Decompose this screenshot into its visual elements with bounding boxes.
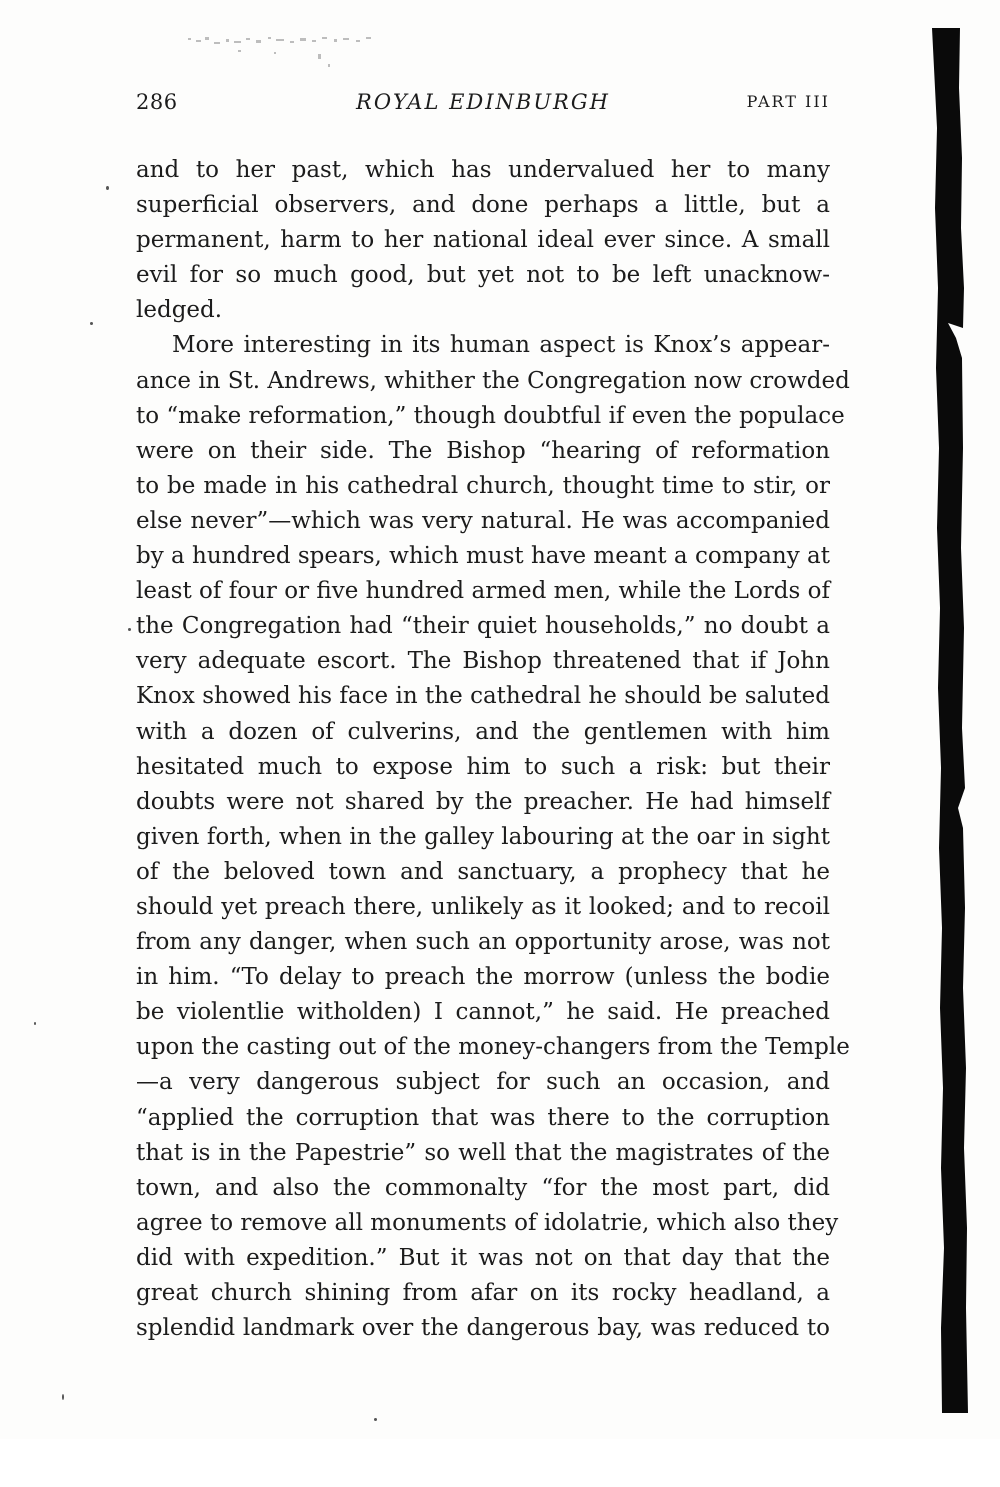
text-line: in him. “To delay to preach the morrow (unless the bodie [136, 964, 830, 991]
text-line: great church shining from afar on its rocky headland, a [136, 1280, 830, 1306]
text-line: very adequate escort. The Bishop threatened that if John [136, 648, 830, 675]
text-line: “applied the corruption that was there to the corruption [136, 1104, 830, 1131]
running-head [136, 90, 830, 124]
scan-speck [128, 628, 131, 631]
text-line: —a very dangerous subject for such an occasion, and [136, 1069, 830, 1096]
body-text [136, 153, 850, 1487]
text-line: given forth, when in the galley labouring at the oar in sight [136, 823, 830, 850]
text-line: with a dozen of culverins, and the gentlemen with him [136, 718, 830, 745]
text-line: else never”—which was very natural. He was accompanied [136, 507, 830, 534]
text-line: splendid landmark over the dangerous bay, was reduced to [136, 1315, 830, 1342]
text-line: should yet preach there, unlikely as it looked; and to recoil [136, 893, 830, 920]
text-line: More interesting in its human aspect is Knox’s appear- [172, 332, 830, 359]
text-line: doubts were not shared by the preacher. He had himself [136, 788, 830, 815]
text-line: Knox showed his face in the cathedral he should be saluted [136, 683, 830, 710]
text-line [136, 1381, 830, 1416]
text-line: superficial observers, and done perhaps a little, but a [136, 192, 830, 219]
part-label: PART III [746, 92, 830, 111]
page-number: 286 [136, 90, 178, 114]
text-line: by a hundred spears, which must have meant a company at [136, 543, 830, 570]
scan-speck [106, 186, 109, 190]
text-line: to “make reformation,” though doubtful if even the populace [136, 402, 845, 429]
scan-speck [90, 322, 93, 325]
text-line: hesitated much to expose him to such a risk: but their [136, 753, 830, 780]
text-line: were on their side. The Bishop “hearing of reformation [136, 437, 830, 464]
scan-smudge [178, 28, 388, 80]
text-line: of the beloved town and sanctuary, a prophecy that he [136, 858, 830, 885]
text-line [136, 1451, 830, 1486]
text-line: agree to remove all monuments of idolatrie, which also they [136, 1209, 839, 1236]
text-line: and to her past, which has undervalued her to many [136, 157, 830, 183]
text-line: did with expedition.” But it was not on that day that the [136, 1244, 830, 1271]
scan-binding-edge [928, 28, 982, 1413]
text-line: town, and also the commonalty “for the most part, did [136, 1174, 830, 1201]
text-line: be violentlie witholden) I cannot,” he said. He preached [136, 999, 830, 1026]
text-line: from any danger, when such an opportunity arose, was not [136, 929, 830, 956]
scan-speck [34, 1022, 36, 1025]
text-line: permanent, harm to her national ideal ever since. A small [136, 227, 830, 254]
text-line: upon the casting out of the money-changers from the Temple [136, 1034, 850, 1061]
text-line: ance in St. Andrews, whither the Congregation now crowded [136, 367, 850, 394]
paragraph [136, 153, 830, 328]
text-line: to be made in his cathedral church, thought time to stir, or [136, 472, 830, 499]
text-line [136, 1416, 830, 1451]
text-line [136, 1346, 830, 1381]
text-line: that is in the Papestrie” so well that the magistrates of the [136, 1139, 830, 1166]
paragraph [136, 328, 850, 1486]
text-line: the Congregation had “their quiet households,” no doubt a [136, 613, 830, 640]
text-line: evil for so much good, but yet not to be left unacknow- [136, 262, 830, 289]
text-line: least of four or five hundred armed men, while the Lords of [136, 578, 830, 605]
scan-speck [62, 1394, 64, 1400]
running-title: ROYAL EDINBURGH [356, 90, 610, 114]
text-line: ledged. [136, 297, 223, 324]
